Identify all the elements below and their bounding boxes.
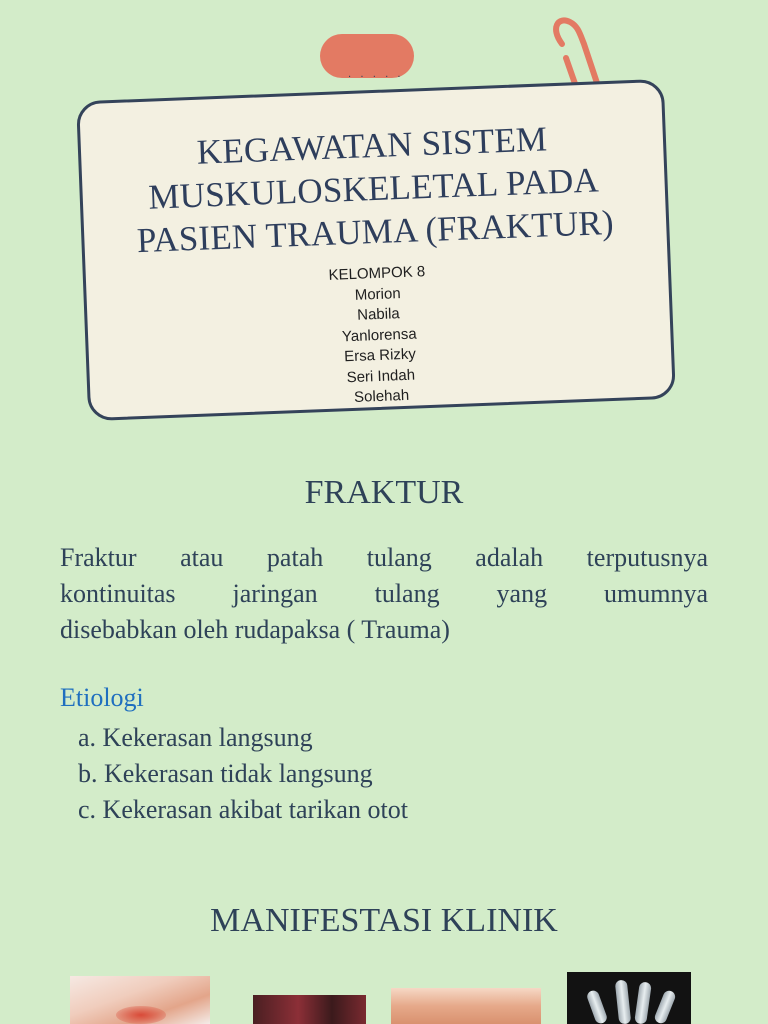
member-name: Seri Indah: [346, 366, 416, 386]
fraktur-heading: FRAKTUR: [304, 474, 464, 511]
title-line: MUSKULOSKELETAL PADA: [147, 160, 600, 217]
member-name: Solehah: [353, 386, 410, 406]
group-label: KELOMPOK 8: [328, 263, 426, 284]
title-line: PASIEN TRAUMA (FRAKTUR): [136, 202, 615, 261]
definition-line: disebabkan oleh rudapaksa ( Trauma): [60, 615, 450, 644]
title-line: KEGAWATAN SISTEM: [196, 119, 548, 172]
title-card: [76, 79, 676, 421]
definition-line: kontinuitas jaringan tulang yang umumnya: [60, 579, 708, 608]
etiologi-item: b. Kekerasan tidak langsung: [78, 759, 373, 788]
stitch-dots: · · · · ·: [348, 72, 404, 83]
manifestasi-heading: MANIFESTASI KLINIK: [210, 902, 558, 939]
painful-knee-photo: [70, 976, 210, 1024]
etiologi-item: a. Kekerasan langsung: [78, 723, 313, 752]
hand-xray-photo: [567, 972, 691, 1024]
member-name: Morion: [354, 284, 401, 304]
bruised-leg-photo: [391, 988, 541, 1024]
etiologi-item: c. Kekerasan akibat tarikan otot: [78, 795, 408, 824]
presentation-title: [97, 114, 650, 264]
member-name: Yanlorensa: [341, 325, 417, 345]
etiologi-list: [78, 720, 408, 828]
swollen-injury-photo: [253, 995, 366, 1024]
member-name: Ersa Rizky: [343, 345, 417, 366]
fraktur-definition: [60, 540, 708, 648]
definition-line: Fraktur atau patah tulang adalah terputusnya: [60, 543, 708, 572]
member-name: Nabila: [356, 305, 401, 324]
group-members: [83, 253, 676, 419]
etiologi-heading: Etiologi: [60, 683, 144, 712]
